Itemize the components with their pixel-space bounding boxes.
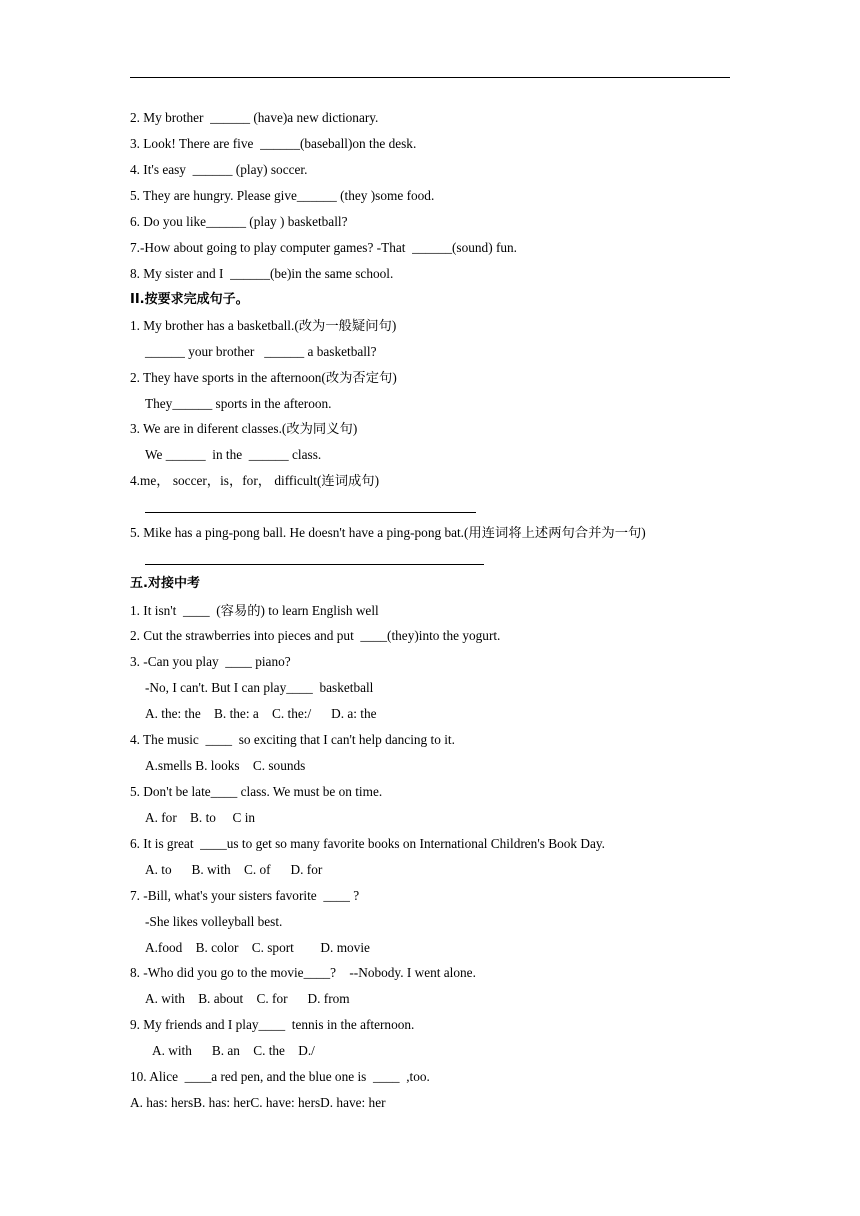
question: 3. -Can you play ____ piano? xyxy=(130,654,291,669)
question-line: -No, I can't. But I can play____ basketball xyxy=(145,680,374,695)
question: 5. Mike has a ping-pong ball. He doesn't have a ping-pong bat.(用连词将上述两句合并为一句) xyxy=(130,525,646,540)
answer-blank-line xyxy=(145,564,484,565)
question: 4.me， soccer，is，for， difficult(连词成句) xyxy=(130,473,380,488)
section-heading: II.按要求完成句子。 xyxy=(130,292,249,307)
answer-line: We ______ in the ______ class. xyxy=(145,447,322,462)
question-line: -She likes volleyball best. xyxy=(145,914,283,929)
answer-line: They______ sports in the afteroon. xyxy=(145,396,332,411)
exercise-item: 4. It's easy ______ (play) soccer. xyxy=(130,162,308,177)
question: 6. It is great ____us to get so many favorite books on International Children's Book Day. xyxy=(130,836,605,851)
question: 4. The music ____ so exciting that I can't help dancing to it. xyxy=(130,732,455,747)
exercise-item: 6. Do you like______ (play ) basketball? xyxy=(130,214,348,229)
exercise-item: 5. They are hungry. Please give______ (they )some food. xyxy=(130,188,435,203)
question: 2. They have sports in the afternoon(改为否定句) xyxy=(130,370,397,385)
question: 1. My brother has a basketball.(改为一般疑问句) xyxy=(130,318,397,333)
exercise-item: 3. Look! There are five ______(baseball)on the desk. xyxy=(130,136,417,151)
question: 3. We are in diferent classes.(改为同义句) xyxy=(130,421,358,436)
answer-options: A. for B. to C in xyxy=(145,810,256,825)
header-rule xyxy=(130,77,730,78)
exercise-item: 8. My sister and I ______(be)in the same school. xyxy=(130,266,394,281)
answer-options: A. the: the B. the: a C. the:/ D. a: the xyxy=(145,706,377,721)
answer-blank-line xyxy=(145,512,476,513)
answer-options: A. to B. with C. of D. for xyxy=(145,862,323,877)
question: 1. It isn't ____ (容易的) to learn English well xyxy=(130,603,379,618)
question: 10. Alice ____a red pen, and the blue one is ____ ,too. xyxy=(130,1069,430,1084)
question: 7. -Bill, what's your sisters favorite ____ ? xyxy=(130,888,360,903)
question: 5. Don't be late____ class. We must be on time. xyxy=(130,784,383,799)
question: 8. -Who did you go to the movie____? --Nobody. I went alone. xyxy=(130,965,476,980)
question: 2. Cut the strawberries into pieces and put ____(they)into the yogurt. xyxy=(130,628,501,643)
answer-options: A.food B. color C. sport D. movie xyxy=(145,940,370,955)
answer-options: A. has: hersB. has: herC. have: hersD. have: her xyxy=(130,1095,386,1110)
exercise-item: 7.-How about going to play computer games? -That ______(sound) fun. xyxy=(130,240,518,255)
question: 9. My friends and I play____ tennis in the afternoon. xyxy=(130,1017,415,1032)
section-heading: 五.对接中考 xyxy=(130,576,200,591)
exercise-item: 2. My brother ______ (have)a new dictionary. xyxy=(130,110,379,125)
answer-options: A.smells B. looks C. sounds xyxy=(145,758,306,773)
answer-line: ______ your brother ______ a basketball? xyxy=(145,344,377,359)
answer-options: A. with B. an C. the D./ xyxy=(152,1043,315,1058)
answer-options: A. with B. about C. for D. from xyxy=(145,991,350,1006)
